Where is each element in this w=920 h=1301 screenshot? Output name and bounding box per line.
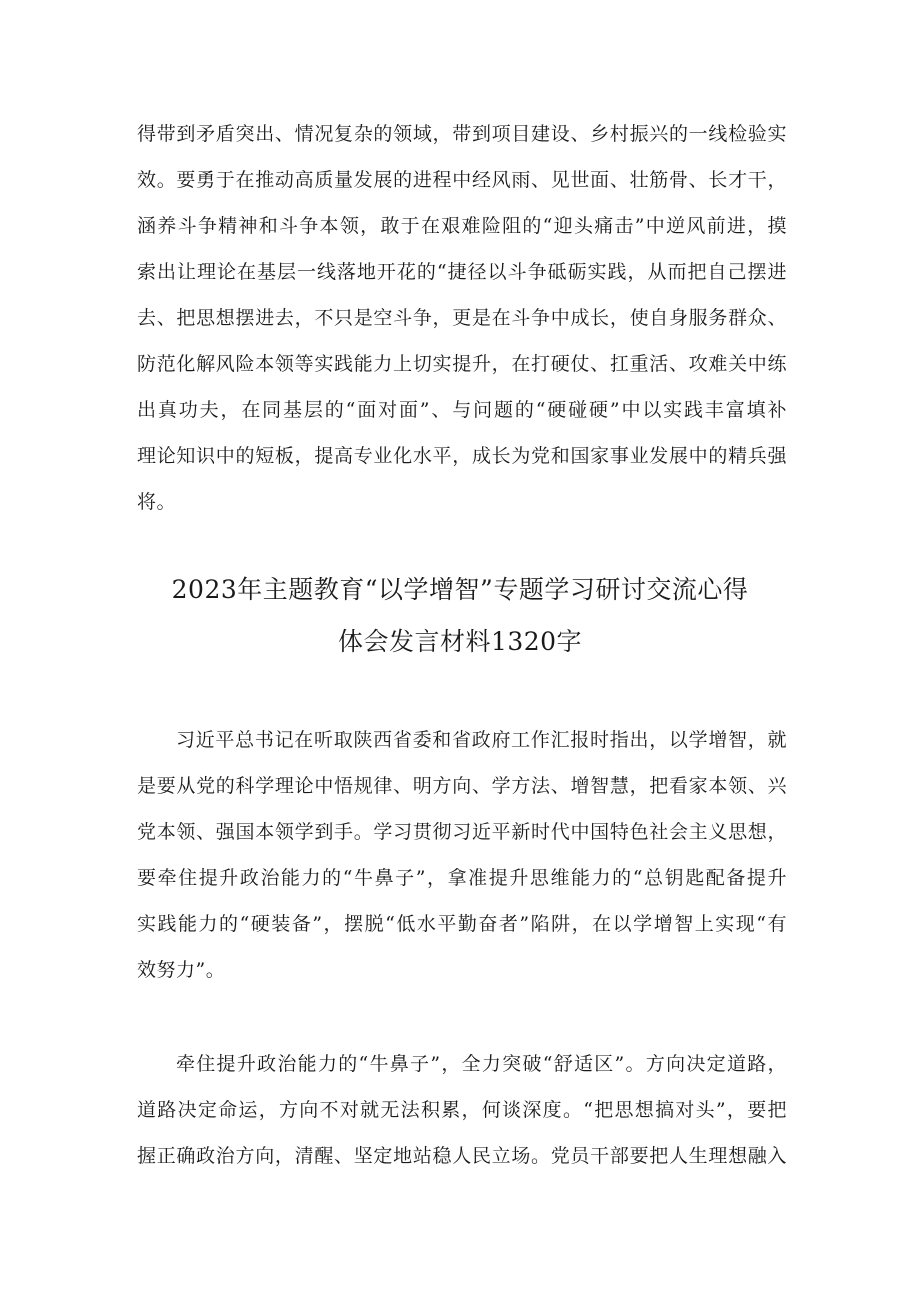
text-line: 将。 [137, 491, 177, 513]
title-line: 2023年主题教育“以学增智”专题学习研讨交流心得 [171, 575, 749, 604]
text-line: 是要从党的科学理论中悟规律、明方向、学方法、增智慧，把看家本领、兴 [137, 775, 787, 797]
text-line: 党本领、强国本领学到手。学习贯彻习近平新时代中国特色社会主义思想， [137, 821, 787, 843]
text-line: 防范化解风险本领等实践能力上切实提升，在打硬仗、扛重活、攻难关中练 [137, 353, 787, 375]
text-line: 索出让理论在基层一线落地开花的“捷径以斗争砥砺实践，从而把自己摆进 [137, 261, 787, 283]
text-line: 效。要勇于在推动高质量发展的进程中经风雨、见世面、壮筋骨、长才干， [137, 169, 787, 191]
text-line: 牵住提升政治能力的“牛鼻子”，全力突破“舒适区”。方向决定道路， [176, 1053, 787, 1075]
text-line: 得带到矛盾突出、情况复杂的领域，带到项目建设、乡村振兴的一线检验实 [137, 123, 787, 145]
text-line: 理论知识中的短板，提高专业化水平，成长为党和国家事业发展中的精兵强 [137, 445, 787, 467]
text-line: 道路决定命运，方向不对就无法积累，何谈深度。“把思想搞对头”，要把 [137, 1099, 787, 1121]
text-line: 习近平总书记在听取陕西省委和省政府工作汇报时指出，以学增智，就 [176, 729, 787, 751]
text-line: 出真功夫，在同基层的“面对面”、与问题的“硬碰硬”中以实践丰富填补 [137, 399, 787, 421]
text-line: 涵养斗争精神和斗争本领，敢于在艰难险阻的“迎头痛击”中逆风前进，摸 [137, 215, 787, 237]
text-line: 效努力”。 [137, 959, 226, 981]
text-line: 去、把思想摆进去，不只是空斗争，更是在斗争中成长，使自身服务群众、 [137, 307, 787, 329]
text-line: 要牵住提升政治能力的“牛鼻子”，拿准提升思维能力的“总钥匙配备提升 [137, 867, 787, 889]
title-line: 体会发言材料1320字 [337, 627, 583, 656]
text-line: 实践能力的“硬装备”，摆脱“低水平勤奋者”陷阱，在以学增智上实现“有 [137, 913, 787, 935]
text-line: 握正确政治方向，清醒、坚定地站稳人民立场。党员干部要把人生理想融入 [137, 1145, 787, 1167]
